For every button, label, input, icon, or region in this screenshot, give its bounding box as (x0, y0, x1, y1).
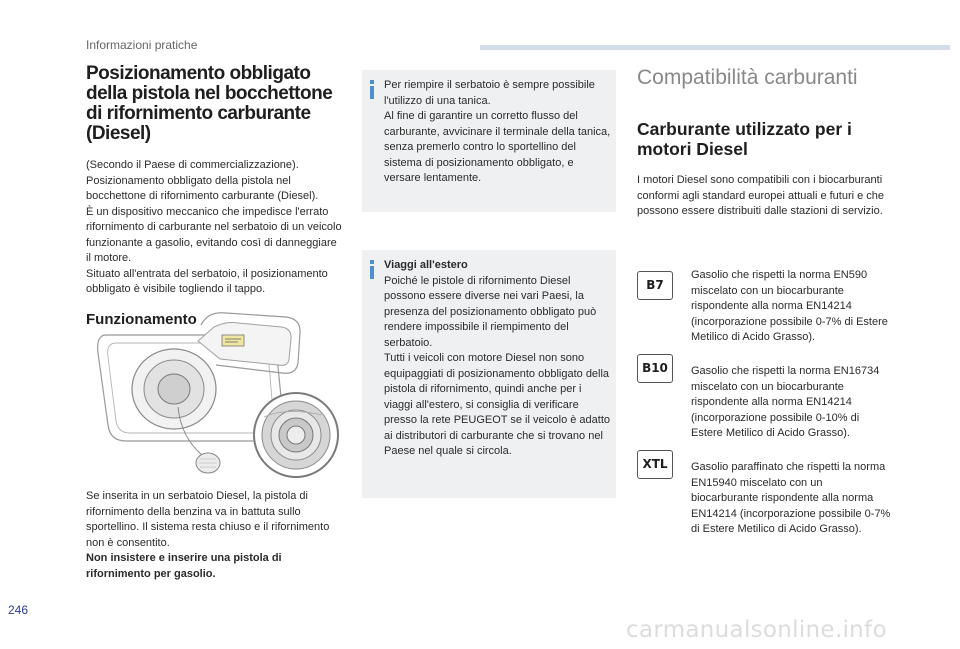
header-bar (480, 45, 950, 50)
column-mandatory-positioning (86, 64, 344, 328)
fuel-description-b7: Gasolio che rispetti la norma EN590 miscelato con un biocarburante rispondente alla norma EN14214 (incorporazione possibile 0-7% di Estere Metilico di Acido Grasso). (691, 269, 888, 343)
column-fuel-compatibility (637, 66, 897, 220)
info-box-travel-abroad (362, 250, 616, 498)
fuel-badge-xtl: XTL (637, 450, 673, 479)
watermark: carmanualsonline.info (626, 617, 887, 643)
warning-text: Non insistere e inserire una pistola di rifornimento per gasolio. (86, 552, 282, 580)
fuel-badge-b10: B10 (637, 354, 673, 383)
page-number: 246 (8, 603, 29, 617)
compatibility-title: Compatibilità carburanti (637, 66, 858, 89)
funzionamento-paragraph: Se inserita in un serbatoio Diesel, la pistola di rifornimento della benzina va in battuta sullo sportellino. Il sistema resta chiuso e il rifornimento non è consentito. Non insistere e inserire una pistola di rifornimento per gasolio. (86, 490, 330, 580)
diesel-intro: I motori Diesel sono compatibili con i biocarburanti conformi agli standard europei attuali e futuri e che possono essere distribuiti dalle stazioni di servizio. (637, 174, 885, 217)
info-box-jerrycan (362, 70, 616, 212)
section-header: Informazioni pratiche (86, 38, 198, 52)
fuel-flap-illustration (86, 307, 346, 482)
fuel-badge-b7: B7 (637, 271, 673, 300)
section-title: Posizionamento obbligato della pistola nel bocchettone di rifornimento carburante (Diesel) (86, 63, 333, 144)
travel-abroad-title: Viaggi all'estero (384, 259, 468, 271)
info-icon (370, 260, 374, 280)
funzionamento-heading: Funzionamento (86, 310, 197, 328)
info-box-travel-abroad-text: Viaggi all'estero Poiché le pistole di rifornimento Diesel possono essere diverse nei vari Paesi, la presenza del posizionamento obbligato può rendere impossibile il riempimento del serbatoio. Tutti i veicoli con motore Diesel non sono equipaggiati di posizionamento obbligato della pistola di rifornimento, quindi anche per i viaggi all'estero, si consiglia di verificare presso la rete PEUGEOT se il veicolo è adatto ai distributori di carburante che si trovano nel Paese nel quale si circola. (384, 259, 611, 457)
intro-paragraph: (Secondo il Paese di commercializzazione). Posizionamento obbligato della pistola nel bocchettone di rifornimento carburante (Diesel). È un dispositivo meccanico che impedisce l'errato rifornimento di carburante nel serbatoio di un veicolo funzionante a gasolio, evitando così di danneggiare il motore. Situato all'entrata del serbatoio, il posizionamento obbligato è visibile togliendo il tappo. (86, 159, 342, 295)
info-box-jerrycan-text: Per riempire il serbatoio è sempre possibile l'utilizzo di una tanica. Al fine di garantire un corretto flusso del carburante, avvicinare il terminale della tanica, senza premerlo contro lo sportellino del sistema di posizionamento obbligato, e versare lentamente. (384, 79, 611, 184)
diesel-fuel-subtitle: Carburante utilizzato per i motori Diesel (637, 119, 852, 159)
info-icon (370, 80, 374, 100)
fuel-description-b10: Gasolio che rispetti la norma EN16734 miscelato con un biocarburante rispondente alla norma EN14214 (incorporazione possibile 0-10% di Estere Metilico di Acido Grasso). (691, 365, 880, 439)
fuel-description-xtl: Gasolio paraffinato che rispetti la norma EN15940 miscelato con un biocarburante rispondente alla norma EN14214 (incorporazione possibile 0-7% di Estere Metilico di Acido Grasso). (691, 461, 891, 535)
